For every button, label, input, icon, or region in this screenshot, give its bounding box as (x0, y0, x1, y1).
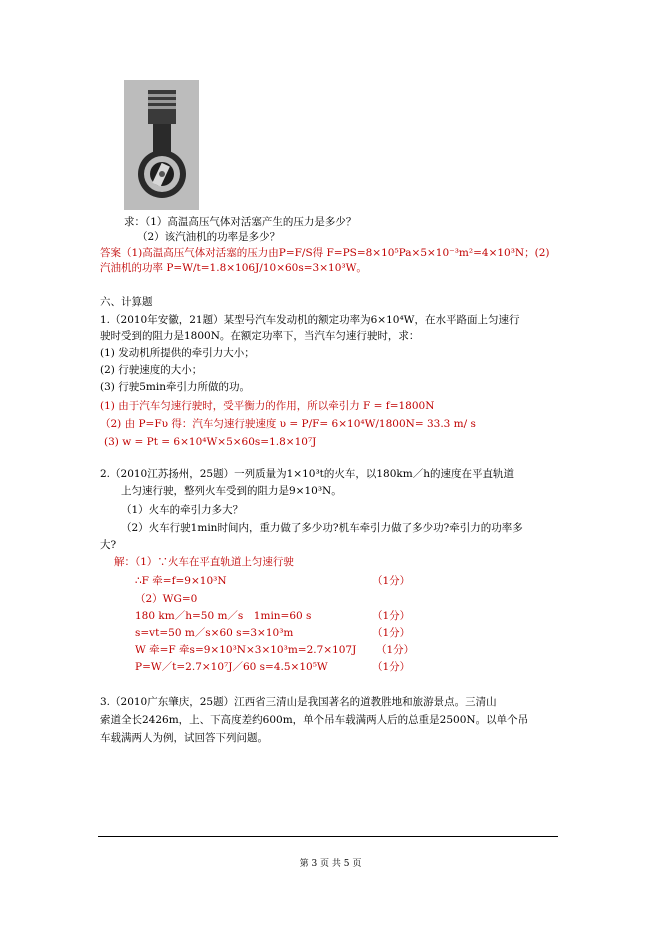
section-title: 六、计算题 (100, 296, 153, 308)
q2-score-4: （1分） (376, 644, 415, 656)
piston-question-1: 求：（1）高温高压气体对活塞产生的压力是多少？ (124, 216, 357, 228)
q1-item-2: (2) 行驶速度的大小； (100, 364, 203, 376)
q3-text-line-2: 索道全长2426m，上、下高度差约600m，单个吊车载满两人后的总重是2500N。以单个吊 (100, 714, 529, 726)
q2-text-line-1: 2.（2010江苏扬州，25题）一列质量为1×10³t的火车，以180km／h的速度在平直轨道 (100, 468, 514, 480)
q2-step-4: s=vt=50 m／s×60 s=3×10³m (135, 627, 294, 639)
q2-question-1: （1）火车的牵引力多大？ (121, 504, 244, 516)
piston-answer-line-2: 汽油机的功率 P=W/t=1.8×106J/10×60s=3×10³W。 (100, 262, 367, 274)
q2-question-2: （2）火车行驶1min时间内，重力做了多少功?机车牵引力做了多少功?牵引力的功率多 (121, 522, 523, 534)
q2-step-3: 180 km／h=50 m／s 1min=60 s (135, 610, 312, 622)
piston-figure (124, 80, 199, 210)
q1-item-1: (1) 发动机所提供的牵引力大小； (100, 347, 255, 359)
q3-text-line-3: 车载满两人为例，试回答下列问题。 (100, 732, 268, 744)
q1-answer-2: （2) 由 P=Fυ 得：汽车匀速行驶速度 υ = P/F= 6×10⁴W/1800N= 33.3 m/ s (100, 418, 476, 430)
q3-text-line-1: 3.（2010广东肇庆，25题）江西省三清山是我国著名的道教胜地和旅游景点。三清山 (100, 696, 497, 708)
footer-divider (98, 836, 558, 837)
q2-step-6: P=W／t=2.7×10⁷J／60 s=4.5×10⁵W (135, 661, 328, 673)
q2-score-5: （1分） (372, 661, 411, 673)
q2-text-line-2: 上匀速行驶，整列火车受到的阻力是9×10³N。 (121, 485, 342, 497)
q2-question-2-cont: 大? (100, 539, 117, 551)
q2-step-1: ∴F 牵=f=9×10³N (135, 575, 227, 587)
q1-text-line-1: 1.（2010年安徽，21题）某型号汽车发动机的额定功率为6×10⁴W，在水平路面上匀速行 (100, 314, 520, 326)
q1-answer-3: (3) w = Pt = 6×10⁴W×5×60s=1.8×10⁷J (104, 436, 317, 448)
q1-answer-1: (1) 由于汽车匀速行驶时，受平衡力的作用，所以牵引力 F = f=1800N (100, 400, 435, 412)
piston-question-2: （2）该汽油机的功率是多少？ (137, 231, 281, 243)
q1-item-3: (3) 行驶5min牵引力所做的功。 (100, 381, 250, 393)
page-number: 第 3 页 共 5 页 (299, 859, 362, 869)
q2-solution-head: 解：（1）∵火车在平直轨道上匀速行驶 (114, 556, 294, 568)
q1-text-line-2: 驶时受到的阻力是1800N。在额定功率下，当汽车匀速行驶时，求： (100, 330, 420, 342)
q2-score-1: （1分） (372, 575, 411, 587)
piston-drawing (124, 80, 199, 210)
piston-answer-line-1: 答案（1)高温高压气体对活塞的压力由P=F/S得 F=PS=8×10⁵Pa×5×10⁻³m²=4×10³N；(2) (100, 247, 550, 259)
q2-step-5: W 牵=F 牵s=9×10³N×3×10³m=2.7×107J (135, 644, 357, 656)
q2-step-2: （2）WG=0 (135, 593, 198, 605)
q2-score-2: （1分） (372, 610, 411, 622)
q2-score-3: （1分） (372, 627, 411, 639)
